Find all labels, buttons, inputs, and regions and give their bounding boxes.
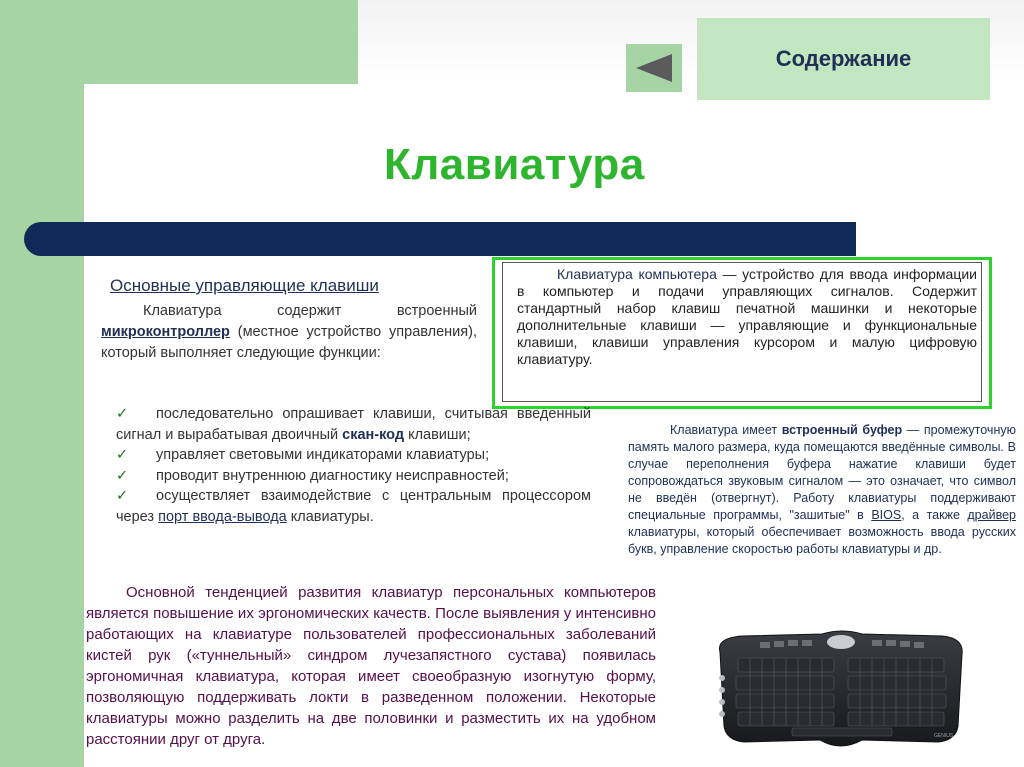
section-heading: Основные управляющие клавиши [110, 276, 379, 295]
page-title: Клавиатура [384, 140, 645, 189]
back-button[interactable] [626, 44, 682, 92]
functions-list [116, 404, 591, 527]
list-item: ✓ последовательно опрашивает клавиши, считывая введенный сигнал и вырабатывая двоичный скан-код клавиши; [116, 406, 591, 443]
driver-link[interactable]: драйвер [967, 508, 1016, 522]
intro-paragraph: Клавиатура содержит встроенный микроконтроллер (местное устройство управления), который выполняет следующие функции: [101, 303, 477, 361]
checkmark-icon: ✓ [116, 406, 129, 422]
bios-link[interactable]: BIOS [871, 508, 902, 522]
checkmark-icon: ✓ [116, 467, 129, 484]
list-item: ✓ управляет световыми индикаторами клавиатуры; [116, 445, 591, 466]
buffer-paragraph: Клавиатура имеет встроенный буфер — промежуточную память малого размера, куда помещаются введённые символы. В случае переполнения буфера нажатие клавиши будет сопровождаться звуковым сигналом — это означает, что символ не введён (отвергнут). Работу клавиатуры поддерживают специальные программы, "зашитые" в BIOS, а также драйвер клавиатуры, который обеспечивает возможность ввода русских букв, управление скоростью работы клавиатуры и др. [628, 423, 1016, 556]
definition-term: Клавиатура компьютера [557, 266, 717, 282]
frame-corner-curve [84, 84, 144, 144]
list-item: ✓ осуществляет взаимодействие с центральным процессором через порт ввода-вывода клавиатуры. [116, 488, 591, 525]
definition-box [502, 262, 982, 402]
svg-text:GENIUS: GENIUS [934, 733, 954, 739]
io-port-link[interactable]: порт ввода-вывода [158, 508, 287, 525]
contents-button-label: Содержание [775, 46, 912, 71]
title-divider-bar [24, 222, 856, 256]
keyboard-icon [712, 628, 970, 754]
frame-left-band [0, 0, 84, 767]
definition-text: — устройство для ввода информации в компьютер и подачи управляющих сигналов. Содержит стандартный набор клавиш печатной машинки и некоторые дополнительные клавиши — управляющие и функциональные клавиши, клавиши управления курсором и малую цифровую клавиатуру. [517, 266, 977, 367]
triangle-left-icon [634, 52, 674, 84]
buffer-term: встроенный буфер [781, 423, 903, 437]
microcontroller-link[interactable]: микроконтроллер [101, 324, 230, 340]
checkmark-icon: ✓ [116, 447, 129, 463]
contents-button[interactable] [697, 18, 990, 100]
checkmark-icon: ✓ [116, 488, 129, 504]
ergonomics-paragraph: Основной тенденцией развития клавиатур персональных компьютеров является повышение их эргономических качеств. После выявления у интенсивно работающих на клавиатуре пользователей профессиональных заболеваний кистей рук («туннельный» синдром лучезапястного сустава) появилась эргономичная клавиатура, которая имеет своеобразную изогнутую форму, позволяющую поддерживать локти в разведенном положении. Некоторые клавиатуры можно разделить на две половинки и разместить их на удобном расстоянии друг от друга. [86, 584, 656, 748]
list-item: ✓ проводит внутреннюю диагностику неисправностей; [116, 466, 591, 487]
scan-code-link[interactable]: скан-код [342, 426, 405, 443]
